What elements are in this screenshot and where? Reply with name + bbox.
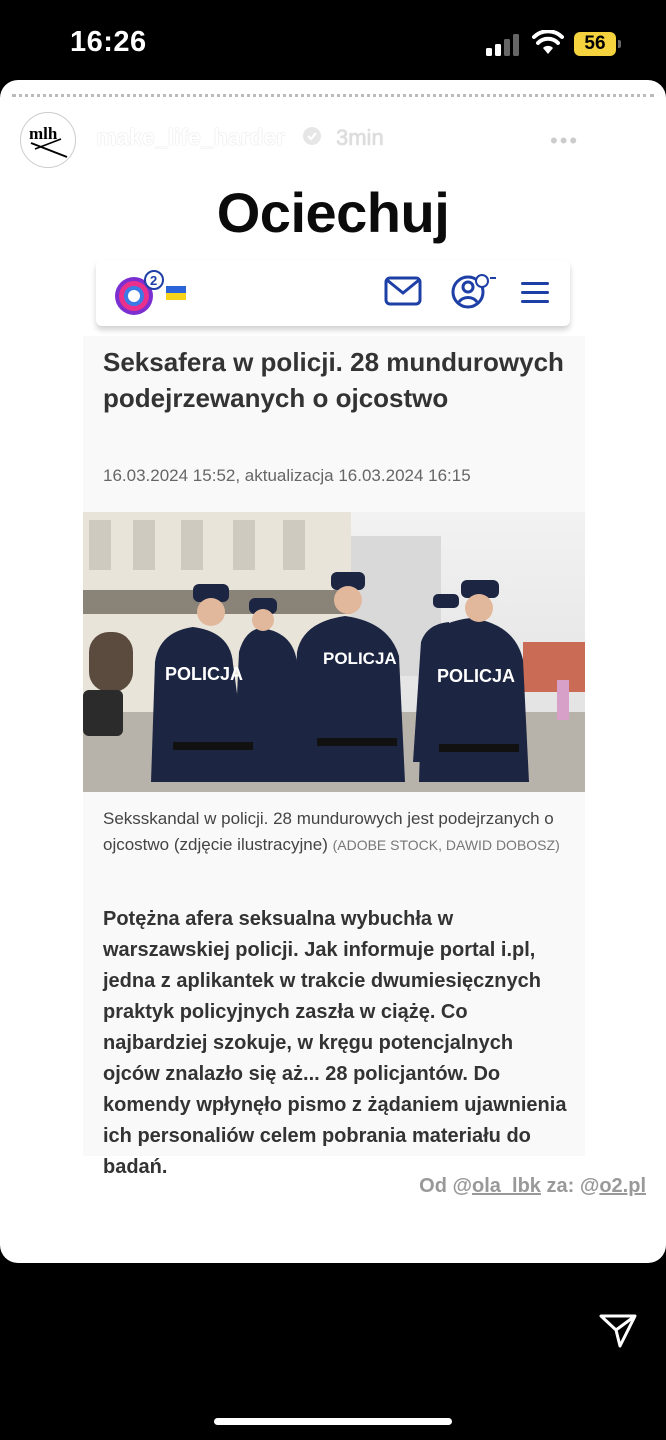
battery-tip <box>618 40 621 48</box>
o2-logo[interactable] <box>112 270 164 318</box>
caption-source: (ADOBE STOCK, DAWID DOBOSZ) <box>332 837 560 853</box>
story-headline: Ociechuj <box>216 181 450 244</box>
wifi-icon <box>532 30 564 56</box>
more-options-icon[interactable]: ••• <box>550 128 580 153</box>
photo-caption <box>103 806 571 858</box>
mail-icon[interactable] <box>384 276 422 306</box>
article-date: 16.03.2024 15:52, aktualizacja 16.03.2024 16:15 <box>103 466 471 485</box>
story-card[interactable] <box>0 80 666 1263</box>
article-screenshot <box>83 336 585 1178</box>
article-lead: Potężna afera seksualna wybuchła w warszawskiej policji. Jak informuje portal i.pl, jedna z aplikantek w trakcie dwumiesięcznych praktyk policyjnych zaszła w ciążę. Co najbardziej szokuje, w kręgu potencjalnych ojców znalazło się aż... 28 policjantów. Do komendy wpłynęło pismo z żądaniem ujawnienia ich personaliów celem pobrania materiału do badań. <box>103 908 567 1178</box>
caption-text: Seksskandal w policji. 28 mundurowych jest podejrzanych o ojcostwo (zdjęcie ilustracyjne) <box>103 809 554 854</box>
battery-icon: 56 <box>574 32 616 56</box>
credit-mid: za: @ <box>540 1175 600 1197</box>
user-account-icon[interactable] <box>450 272 500 310</box>
clock: 16:26 <box>70 26 147 58</box>
story-time: 3min <box>336 125 384 150</box>
police-label-2: POLICJA <box>323 649 397 668</box>
avatar[interactable] <box>20 112 76 168</box>
credit-user-link[interactable]: ola_lbk <box>472 1175 541 1197</box>
article-title: Seksafera w policji. 28 mundurowych podejrzewanych o ojcostwo <box>103 347 564 413</box>
cellular-signal-icon <box>486 34 522 56</box>
o2-badge-text: 2 <box>150 273 158 288</box>
police-label-1: POLICJA <box>165 664 244 684</box>
credit-prefix: Od @ <box>419 1175 472 1197</box>
story-progress-bar <box>12 94 654 97</box>
o2-header-bar <box>96 260 570 326</box>
avatar-text: mlh <box>29 124 58 143</box>
article-photo <box>83 512 585 792</box>
ukraine-flag-icon <box>166 286 186 300</box>
home-indicator[interactable] <box>214 1418 452 1425</box>
story-credit <box>419 1175 646 1198</box>
hamburger-menu-icon[interactable] <box>520 280 550 306</box>
close-icon[interactable] <box>612 120 652 160</box>
police-label-3: POLICJA <box>437 666 516 686</box>
avatar-logo <box>21 113 75 167</box>
story-username[interactable]: make_life_harder <box>96 124 286 150</box>
status-bar <box>0 0 666 80</box>
send-icon[interactable] <box>598 1312 638 1348</box>
credit-source-link[interactable]: o2.pl <box>599 1175 646 1197</box>
verified-badge-icon <box>302 126 322 146</box>
